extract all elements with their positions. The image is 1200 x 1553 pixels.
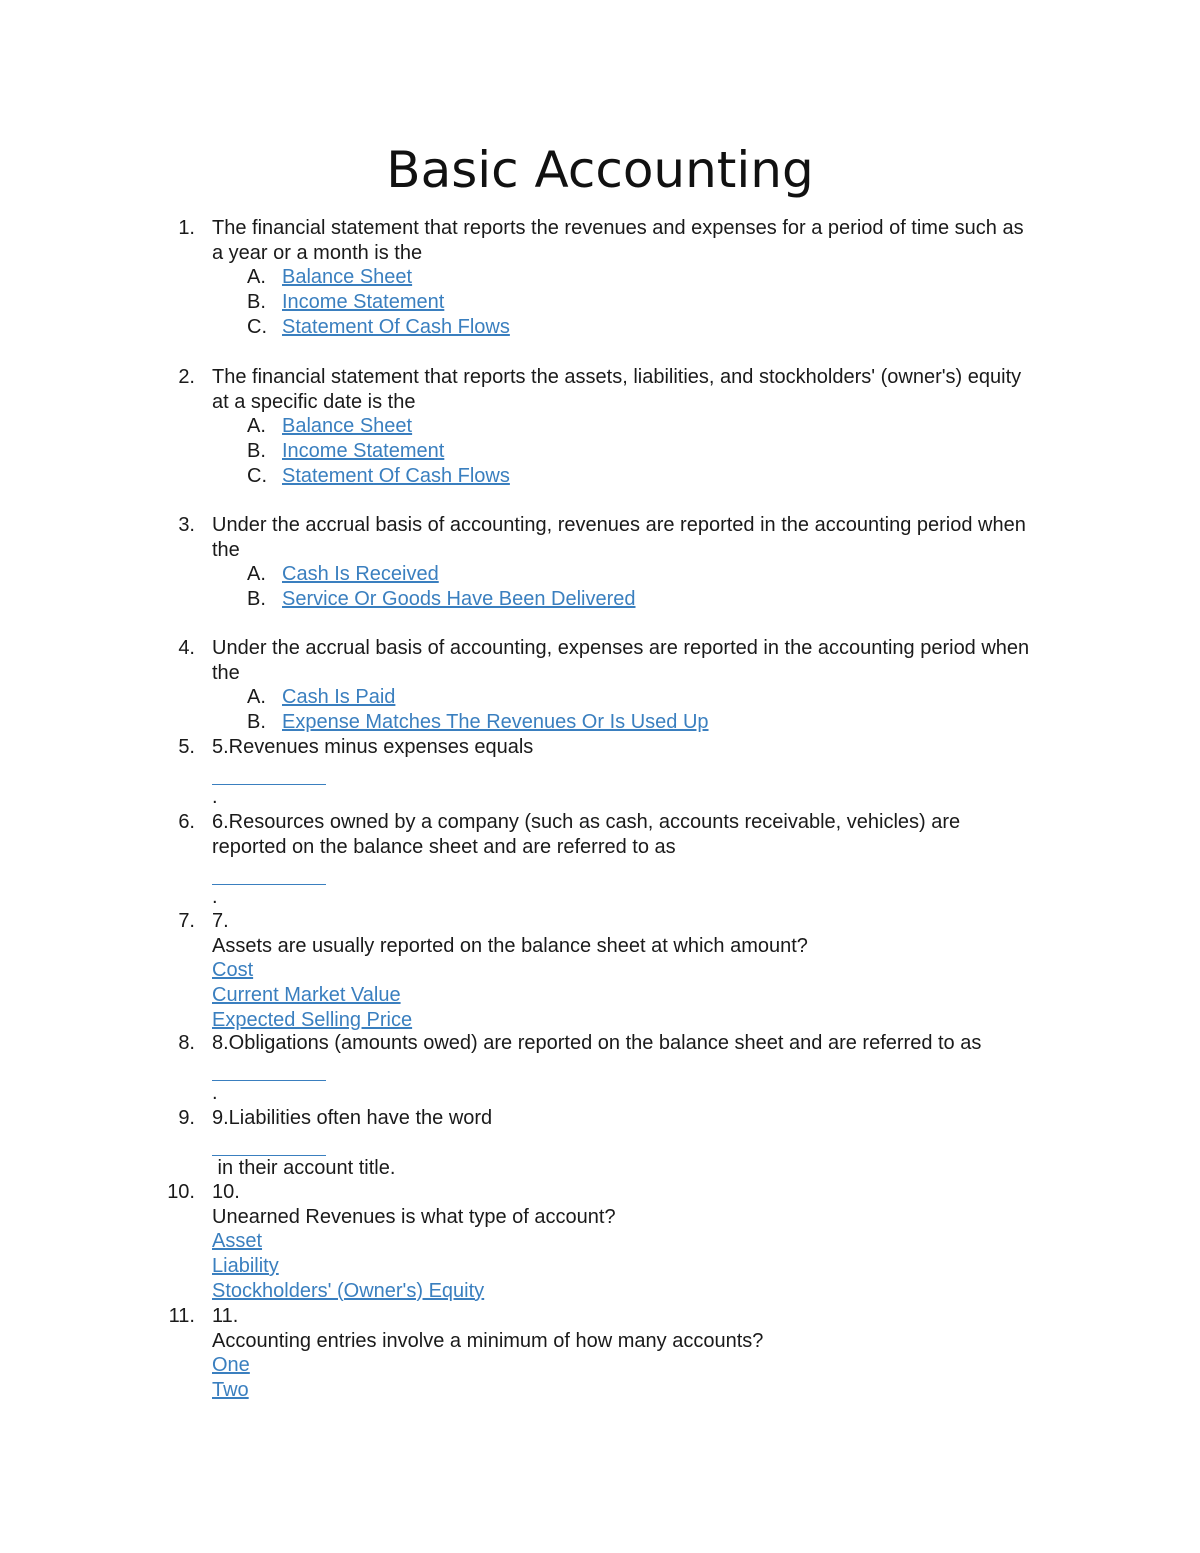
question-text: at a specific date is the	[212, 390, 416, 413]
question-text: Under the accrual basis of accounting, revenues are reported in the accounting period when	[212, 514, 1026, 536]
question-number: 5.	[178, 736, 195, 758]
option-link[interactable]: Cash Is Received	[282, 563, 439, 586]
question-label: 7.	[212, 910, 229, 932]
option-letter: B.	[247, 711, 266, 734]
option-link[interactable]: Cash Is Paid	[282, 686, 396, 709]
option-link[interactable]: Income Statement	[282, 440, 445, 463]
option-letter: A.	[247, 415, 266, 438]
option-c	[212, 315, 1062, 340]
question-text: Assets are usually reported on the balance sheet at which amount?	[212, 934, 808, 957]
option-link[interactable]: Balance Sheet	[282, 415, 413, 438]
question-3	[0, 513, 1200, 612]
question-text: Accounting entries involve a minimum of how many accounts?	[212, 1329, 764, 1352]
option-letter: A.	[247, 266, 266, 289]
question-number: 4.	[178, 637, 195, 659]
answer-blank[interactable]	[212, 859, 326, 885]
answer-blank[interactable]	[212, 1131, 326, 1157]
option-link[interactable]: Balance Sheet	[282, 266, 413, 289]
trailing-text: .	[212, 786, 218, 809]
option-b	[212, 439, 1062, 464]
option-link[interactable]: Service Or Goods Have Been Delivered	[282, 588, 636, 611]
question-2	[0, 365, 1200, 489]
choice-link[interactable]: Cost	[212, 959, 254, 982]
option-letter: A.	[247, 563, 266, 586]
option-letter: B.	[247, 588, 266, 611]
question-8	[0, 1031, 1200, 1106]
option-letter: B.	[247, 291, 266, 314]
option-link[interactable]: Income Statement	[282, 291, 445, 314]
option-b	[212, 290, 1062, 315]
page-title: Basic Accounting	[386, 141, 814, 199]
trailing-text: .	[212, 1082, 218, 1105]
option-link[interactable]: Statement Of Cash Flows	[282, 464, 510, 487]
question-number: 3.	[178, 514, 195, 536]
option-b	[212, 587, 1062, 612]
question-10	[0, 1180, 1200, 1304]
option-a	[212, 265, 1062, 290]
option-letter: C.	[247, 464, 267, 487]
option-link[interactable]: Statement Of Cash Flows	[282, 315, 510, 338]
question-text: Unearned Revenues is what type of account?	[212, 1205, 616, 1228]
question-text: 8.Obligations (amounts owed) are reported on the balance sheet and are referred to as	[212, 1032, 982, 1054]
question-1	[0, 216, 1200, 340]
answer-blank[interactable]	[212, 760, 326, 786]
option-letter: C.	[247, 315, 267, 338]
answer-blank[interactable]	[212, 1056, 326, 1082]
question-text: Under the accrual basis of accounting, expenses are reported in the accounting period when	[212, 637, 1030, 659]
question-text: a year or a month is the	[212, 241, 423, 264]
option-link[interactable]: Expense Matches The Revenues Or Is Used Up	[282, 711, 709, 734]
question-number: 2.	[178, 366, 195, 388]
question-number: 1.	[178, 217, 195, 239]
question-5	[0, 735, 1200, 810]
question-6	[0, 810, 1200, 910]
question-text: 9.Liabilities often have the word	[212, 1107, 493, 1129]
question-number: 9.	[178, 1107, 195, 1129]
choice-link[interactable]: Two	[212, 1379, 249, 1402]
question-text: 6.Resources owned by a company (such as cash, accounts receivable, vehicles) are	[212, 811, 961, 833]
question-text: 5.Revenues minus expenses equals	[212, 736, 534, 758]
question-9	[0, 1106, 1200, 1181]
question-number: 6.	[178, 811, 195, 833]
question-11	[0, 1304, 1200, 1403]
choice-link[interactable]: Expected Selling Price	[212, 1008, 413, 1031]
trailing-text: in their account title.	[212, 1157, 396, 1180]
choice-link[interactable]: Asset	[212, 1230, 263, 1253]
question-label: 10.	[212, 1181, 240, 1203]
trailing-text: .	[212, 886, 218, 909]
choice-link[interactable]: Liability	[212, 1255, 279, 1278]
choice-link[interactable]: One	[212, 1354, 250, 1377]
question-text: The financial statement that reports the revenues and expenses for a period of time such as	[212, 217, 1024, 239]
question-text: reported on the balance sheet and are referred to as	[212, 835, 676, 858]
question-text: The financial statement that reports the assets, liabilities, and stockholders' (owner's) equity	[212, 366, 1022, 388]
option-c	[212, 464, 1062, 489]
question-7	[0, 909, 1200, 1033]
question-number: 11.	[168, 1305, 195, 1327]
option-a	[212, 685, 1062, 710]
option-a	[212, 562, 1062, 587]
question-number: 8.	[178, 1032, 195, 1054]
option-letter: A.	[247, 686, 266, 709]
option-b	[212, 710, 1062, 735]
question-number: 10.	[167, 1181, 195, 1203]
question-text: the	[212, 661, 240, 684]
question-4	[0, 636, 1200, 735]
question-number: 7.	[178, 910, 195, 932]
choice-link[interactable]: Stockholders' (Owner's) Equity	[212, 1279, 485, 1302]
option-letter: B.	[247, 440, 266, 463]
option-a	[212, 414, 1062, 439]
question-text: the	[212, 538, 240, 561]
question-label: 11.	[212, 1305, 239, 1327]
choice-link[interactable]: Current Market Value	[212, 984, 401, 1007]
